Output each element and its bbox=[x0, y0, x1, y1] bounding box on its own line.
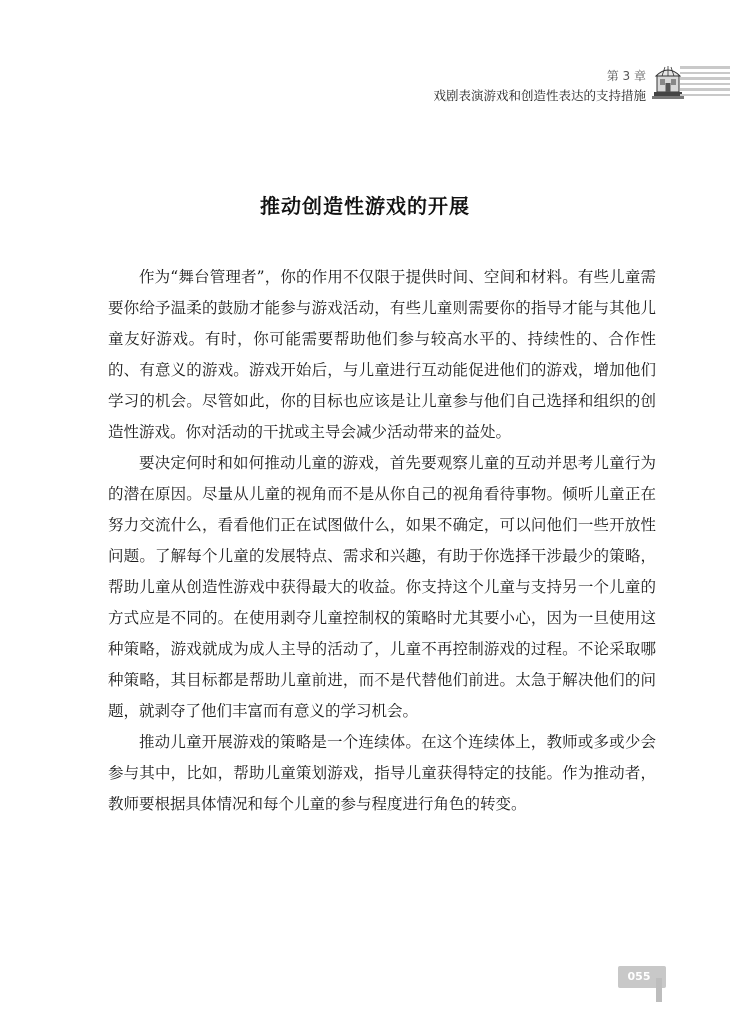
body-text bbox=[108, 262, 656, 820]
header-chapter-label: 第 3 章 bbox=[606, 69, 646, 83]
page-number-tab-post bbox=[656, 978, 662, 1002]
paragraph: 作为“舞台管理者”，你的作用不仅限于提供时间、空间和材料。有些儿童需要你给予温柔的鼓励才能参与游戏活动，有些儿童则需要你的指导才能与其他儿童友好游戏。有时，你可能需要帮助他们参与较高水平的、持续性的、合作性的、有意义的游戏。游戏开始后，与儿童进行互动能促进他们的游戏，增加他们学习的机会。尽管如此，你的目标也应该是让儿童参与他们自己选择和组织的创造性游戏。你对活动的干扰或主导会减少活动带来的益处。 bbox=[108, 268, 656, 441]
header-decorative-stripes bbox=[680, 66, 730, 102]
section-title: 推动创造性游戏的开展 bbox=[260, 194, 470, 218]
page-number: 055 bbox=[627, 970, 651, 983]
header-chapter-subtitle: 戏剧表演游戏和创造性表达的支持措施 bbox=[433, 88, 646, 103]
paragraph: 要决定何时和如何推动儿童的游戏，首先要观察儿童的互动并思考儿童行为的潜在原因。尽量从儿童的视角而不是从你自己的视角看待事物。倾听儿童正在努力交流什么，看看他们正在试图做什么，如果不确定，可以问他们一些开放性问题。了解每个儿童的发展特点、需求和兴趣，有助于你选择干涉最少的策略，帮助儿童从创造性游戏中获得最大的收益。你支持这个儿童与支持另一个儿童的方式应是不同的。在使用剥夺儿童控制权的策略时尤其要小心，因为一旦使用这种策略，游戏就成为成人主导的活动了，儿童不再控制游戏的过程。不论采取哪种策略，其目标都是帮助儿童前进，而不是代替他们前进。太急于解决他们的问题，就剥夺了他们丰富而有意义的学习机会。 bbox=[108, 454, 656, 720]
paragraph: 推动儿童开展游戏的策略是一个连续体。在这个连续体上，教师或多或少会参与其中，比如，帮助儿童策划游戏，指导儿童获得特定的技能。作为推动者，教师要根据具体情况和每个儿童的参与程度进行角色的转变。 bbox=[108, 733, 656, 813]
